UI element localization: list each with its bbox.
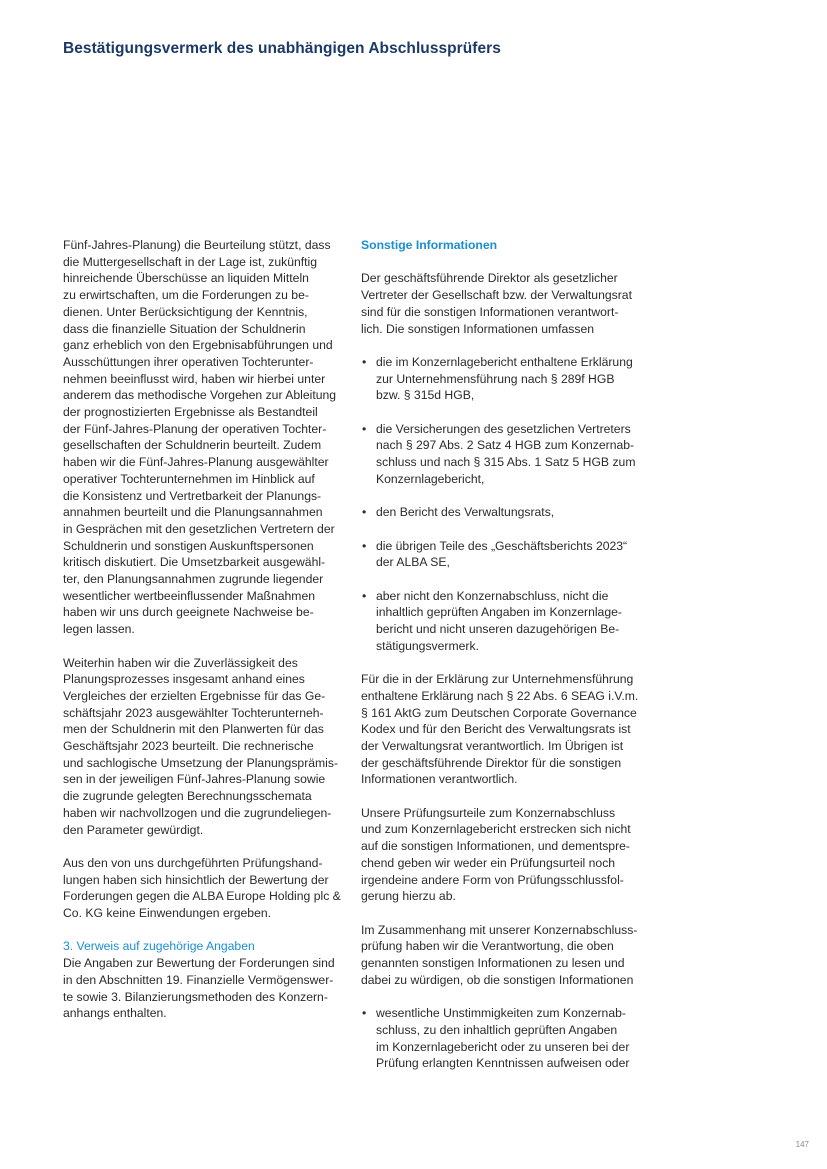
text-line: Aus den von uns durchgeführten Prüfungshand- bbox=[63, 855, 323, 870]
text-line: nehmen beeinflusst wird, haben wir hierbei unter bbox=[63, 371, 326, 386]
paragraph bbox=[63, 855, 355, 922]
text-line: Die Angaben zur Bewertung der Forderungen sind bbox=[63, 956, 335, 971]
text-line: operativer Tochterunternehmen im Hinblick auf bbox=[63, 471, 315, 486]
text-line: chend geben wir weder ein Prüfungsurteil noch bbox=[361, 855, 616, 870]
text-line: haben wir nachvollzogen und die zugrundeliegen- bbox=[63, 805, 332, 820]
text-line: der geschäftsführende Direktor für die sonstigen bbox=[361, 755, 622, 770]
bullet-icon: • bbox=[362, 421, 367, 436]
text-line: zu erwirtschaften, um die Forderungen zu be- bbox=[63, 288, 309, 303]
text-line: ter, den Planungsannahmen zugrunde liegender bbox=[63, 572, 324, 587]
text-line: prüfung haben wir die Verantwortung, die oben bbox=[361, 939, 614, 954]
text-line: enthaltene Erklärung nach § 22 Abs. 6 SEAG i.V.m. bbox=[361, 688, 639, 703]
text-line: der prognostizierten Ergebnisse als Bestandteil bbox=[63, 405, 318, 420]
paragraph bbox=[63, 655, 355, 839]
text-line: gerung hierzu ab. bbox=[361, 889, 456, 904]
text-line: die zugrunde gelegten Berechnungsschemata bbox=[63, 789, 312, 804]
text-line: kritisch diskutiert. Die Umsetzbarkeit ausgewähl- bbox=[63, 555, 326, 570]
text-line: ganz erheblich von den Ergebnisabführungen und bbox=[63, 338, 333, 353]
text-line: Kodex und für den Bericht des Verwaltungsrats ist bbox=[361, 722, 631, 737]
section-heading-block bbox=[361, 237, 653, 254]
text-line: die Muttergesellschaft in der Lage ist, zukünftig bbox=[63, 254, 318, 269]
text-line: stätigungsvermerk. bbox=[376, 638, 479, 653]
text-line: § 161 AktG zum Deutschen Corporate Governance bbox=[361, 705, 637, 720]
text-line: der Fünf-Jahres-Planung der operativen Tochter- bbox=[63, 421, 327, 436]
text-line: Unsere Prüfungsurteile zum Konzernabschluss bbox=[361, 805, 616, 820]
section-heading: Sonstige Informationen bbox=[361, 238, 498, 252]
list-item bbox=[361, 538, 653, 571]
left-column bbox=[63, 237, 355, 1039]
text-line: Weiterhin haben wir die Zuverlässigkeit des bbox=[63, 655, 298, 670]
text-line: haben wir uns durch geeignete Nachweise be- bbox=[63, 605, 314, 620]
text-line: genannten sonstigen Informationen zu lesen und bbox=[361, 956, 625, 971]
list-item bbox=[361, 354, 653, 404]
paragraph bbox=[361, 922, 653, 989]
text-line: Schuldnerin und sonstigen Auskunftspersonen bbox=[63, 538, 314, 553]
text-line: der ALBA SE, bbox=[376, 555, 450, 570]
text-line: dienen. Unter Berücksichtigung der Kenntnis, bbox=[63, 304, 308, 319]
text-line: im Konzernlagebericht oder zu unseren bei der bbox=[376, 1039, 630, 1054]
paragraph bbox=[63, 237, 355, 638]
text-line: auf die sonstigen Informationen, und dementspre- bbox=[361, 839, 630, 854]
text-line: bericht und nicht unseren dazugehörigen Be- bbox=[376, 622, 620, 637]
bullet-icon: • bbox=[362, 505, 367, 520]
text-line: die Versicherungen des gesetzlichen Vertreters bbox=[376, 421, 631, 436]
paragraph bbox=[361, 671, 653, 788]
list-item bbox=[361, 1005, 653, 1072]
text-line: annahmen beurteilt und die Planungsannahmen bbox=[63, 505, 323, 520]
text-line: die übrigen Teile des „Geschäftsberichts 2023“ bbox=[376, 538, 628, 553]
text-line: Co. KG keine Einwendungen ergeben. bbox=[63, 906, 272, 921]
text-line: Fünf-Jahres-Planung) die Beurteilung stützt, dass bbox=[63, 238, 331, 252]
text-line: Vergleiches der erzielten Ergebnisse für das Ge- bbox=[63, 688, 326, 703]
text-line: bzw. § 315d HGB, bbox=[376, 388, 475, 403]
list-item bbox=[361, 504, 653, 521]
text-line: den Bericht des Verwaltungsrats, bbox=[376, 505, 555, 520]
right-column bbox=[361, 237, 653, 1089]
list-item bbox=[361, 588, 653, 655]
text-line: und sachlogische Umsetzung der Planungsprämis- bbox=[63, 755, 339, 770]
text-line: men der Schuldnerin mit den Planwerten für das bbox=[63, 722, 324, 737]
text-line: anhangs enthalten. bbox=[63, 1006, 167, 1021]
text-line: Der geschäftsführende Direktor als gesetzlicher bbox=[361, 271, 618, 286]
text-line: hinreichende Überschüsse an liquiden Mitteln bbox=[63, 271, 309, 286]
text-line: Vertreter der Gesellschaft bzw. der Verwaltungsrat bbox=[361, 288, 632, 303]
text-line: sen in der jeweiligen Fünf-Jahres-Planung sowie bbox=[63, 772, 326, 787]
list-item bbox=[361, 421, 653, 488]
text-line: in Gesprächen mit den gesetzlichen Vertretern der bbox=[63, 521, 335, 536]
text-line: und zum Konzernlagebericht erstrecken sich nicht bbox=[361, 822, 631, 837]
text-line: der Verwaltungsrat verantwortlich. Im Übrigen ist bbox=[361, 738, 624, 753]
text-line: gesellschaften der Schuldnerin beurteilt. Zudem bbox=[63, 438, 322, 453]
page-title: Bestätigungsvermerk des unabhängigen Abschlussprüfers bbox=[63, 40, 501, 57]
paragraph bbox=[63, 938, 355, 1022]
text-line: lich. Die sonstigen Informationen umfassen bbox=[361, 321, 595, 336]
text-line: inhaltlich geprüften Angaben im Konzernlage- bbox=[376, 605, 622, 620]
text-line: aber nicht den Konzernabschluss, nicht die bbox=[376, 588, 609, 603]
text-line: Informationen verantwortlich. bbox=[361, 772, 518, 787]
paragraph bbox=[361, 805, 653, 905]
text-line: schluss, zu den inhaltlich geprüften Angaben bbox=[376, 1022, 618, 1037]
text-line: lungen haben sich hinsichtlich der Bewertung der bbox=[63, 872, 329, 887]
text-line: Im Zusammenhang mit unserer Konzernabschluss- bbox=[361, 922, 638, 937]
text-line: Konzernlagebericht, bbox=[376, 471, 485, 486]
page-number: 147 bbox=[795, 1140, 809, 1149]
text-line: te sowie 3. Bilanzierungsmethoden des Konzern- bbox=[63, 989, 328, 1004]
text-line: Ausschüttungen ihrer operativen Tochterunter- bbox=[63, 354, 314, 369]
text-line: haben wir die Fünf-Jahres-Planung ausgewählter bbox=[63, 455, 329, 470]
section-heading: 3. Verweis auf zugehörige Angaben bbox=[63, 939, 255, 954]
text-line: schäftsjahr 2023 ausgewählter Tochterunterneh- bbox=[63, 705, 324, 720]
text-line: irgendeine andere Form von Prüfungsschlussfol- bbox=[361, 872, 624, 887]
text-line: zur Unternehmensführung nach § 289f HGB bbox=[376, 371, 615, 386]
bullet-icon: • bbox=[362, 1006, 367, 1021]
text-line: die im Konzernlagebericht enthaltene Erklärung bbox=[376, 354, 633, 369]
text-line: legen lassen. bbox=[63, 622, 135, 637]
text-line: in den Abschnitten 19. Finanzielle Vermögenswer- bbox=[63, 972, 334, 987]
text-line: Forderungen gegen die ALBA Europe Holding plc & bbox=[63, 889, 341, 904]
text-line: die Konsistenz und Vertretbarkeit der Planungs- bbox=[63, 488, 322, 503]
text-line: Für die in der Erklärung zur Unternehmensführung bbox=[361, 672, 634, 687]
text-line: schluss und nach § 315 Abs. 1 Satz 5 HGB zum bbox=[376, 455, 636, 470]
bullet-icon: • bbox=[362, 354, 367, 369]
text-line: Planungsprozesses insgesamt anhand eines bbox=[63, 672, 305, 687]
text-line: dass die finanzielle Situation der Schuldnerin bbox=[63, 321, 306, 336]
text-line: sind für die sonstigen Informationen verantwort- bbox=[361, 304, 619, 319]
text-line: nach § 297 Abs. 2 Satz 4 HGB zum Konzernab- bbox=[376, 438, 635, 453]
bullet-icon: • bbox=[362, 538, 367, 553]
text-line: Prüfung erlangten Kenntnissen aufweisen oder bbox=[376, 1056, 630, 1071]
text-line: Geschäftsjahr 2023 beurteilt. Die rechnerische bbox=[63, 739, 314, 754]
text-line: wesentliche Unstimmigkeiten zum Konzernab- bbox=[376, 1006, 626, 1021]
paragraph bbox=[361, 270, 653, 337]
text-line: anderem das methodische Vorgehen zur Ableitung bbox=[63, 388, 337, 403]
text-line: dabei zu würdigen, ob die sonstigen Informationen bbox=[361, 972, 634, 987]
bullet-icon: • bbox=[362, 588, 367, 603]
text-line: den Parameter gewürdigt. bbox=[63, 822, 204, 837]
text-line: wesentlicher wertbeeinflussender Maßnahmen bbox=[63, 588, 316, 603]
